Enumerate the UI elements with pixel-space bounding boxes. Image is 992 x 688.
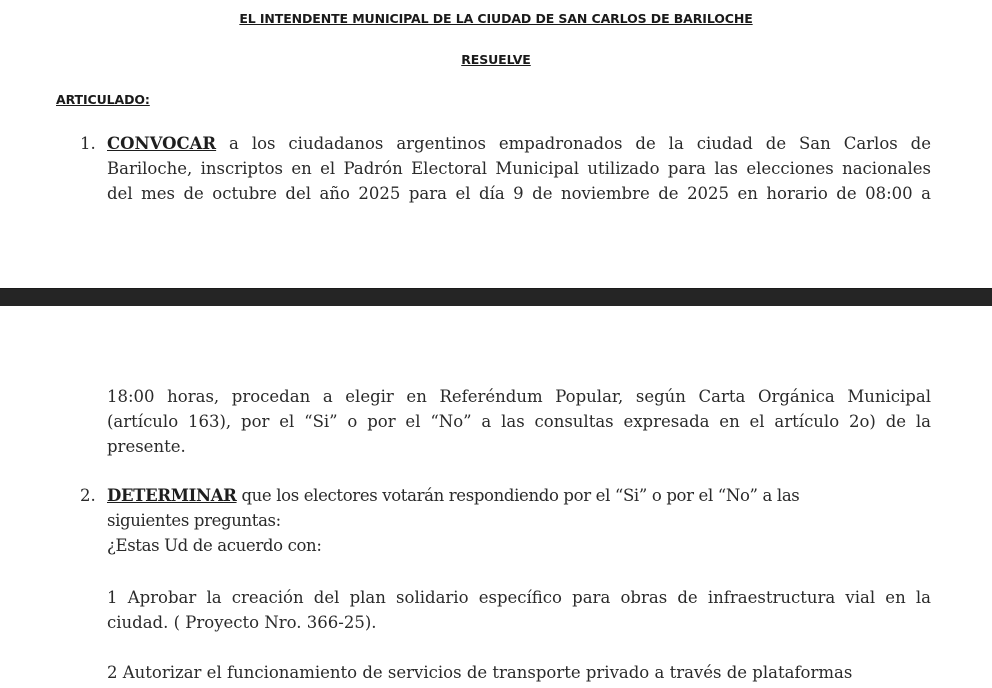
resuelve-heading: RESUELVE: [461, 52, 531, 67]
article-2-keyword: DETERMINAR: [107, 486, 237, 505]
article-1-line-6: presente.: [107, 437, 186, 456]
article-1-keyword: CONVOCAR: [107, 134, 217, 153]
question-1-line-1: 1 Aprobar la creación del plan solidario específico para obras de infraestructura vial en la: [107, 588, 931, 607]
article-1-line-2: Bariloche, inscriptos en el Padrón Electoral Municipal utilizado para las elecciones nacionales: [107, 159, 931, 178]
document-page-1: [0, 0, 992, 288]
article-1-line-5: (artículo 163), por el “Si” o por el “No” a las consultas expresada en el artículo 2o) de la: [107, 412, 931, 431]
articulado-heading: ARTICULADO:: [56, 92, 150, 107]
article-1-text: a los ciudadanos argentinos empadronados de la ciudad de San Carlos de: [216, 134, 931, 153]
page-separator: [0, 288, 992, 308]
article-1-number: 1.: [80, 134, 96, 153]
article-2-line-2: siguientes preguntas:: [107, 511, 281, 530]
article-2-line-1: [107, 483, 799, 508]
question-2-line-1: 2 Autorizar el funcionamiento de servicios de transporte privado a través de plataformas: [107, 663, 853, 682]
article-1-line-4: 18:00 horas, procedan a elegir en Referéndum Popular, según Carta Orgánica Municipal: [107, 387, 931, 406]
article-2-number: 2.: [80, 486, 96, 505]
document-title: EL INTENDENTE MUNICIPAL DE LA CIUDAD DE SAN CARLOS DE BARILOCHE: [239, 11, 753, 26]
article-2-text: que los electores votarán respondiendo por el “Si” o por el “No” a las: [236, 486, 800, 505]
document-page-2: [0, 306, 992, 688]
article-2-line-3: ¿Estas Ud de acuerdo con:: [107, 536, 322, 555]
article-1-line-1: [107, 131, 931, 156]
article-1-line-3: del mes de octubre del año 2025 para el día 9 de noviembre de 2025 en horario de 08:00 a: [107, 184, 931, 203]
question-1-line-2: ciudad. ( Proyecto Nro. 366-25).: [107, 613, 377, 632]
